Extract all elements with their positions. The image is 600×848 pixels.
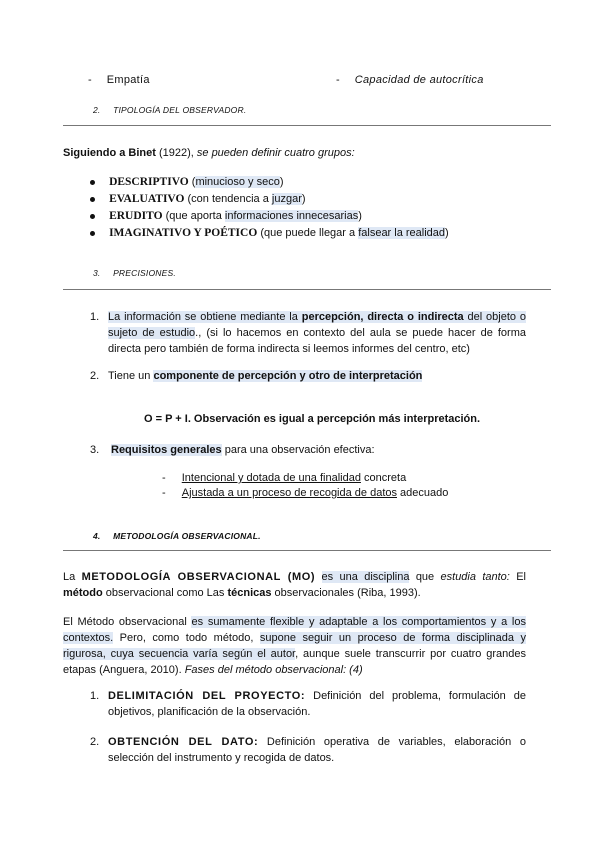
text-run: El Método observacional [63, 616, 192, 628]
section-heading-4 [93, 531, 261, 541]
divider [63, 550, 551, 551]
formula: O = P + I. Observación es igual a percepción más interpretación. [144, 413, 481, 425]
bullet-icon [90, 180, 95, 185]
dash: - [88, 74, 92, 86]
section-number: 2. [93, 105, 101, 115]
text-bold: METODOLOGÍA OBSERVACIONAL (MO) [81, 571, 316, 583]
precision-1-text [108, 309, 526, 357]
mo-paragraph-1 [63, 569, 526, 601]
bullet-icon [90, 231, 95, 236]
section-title: PRECISIONES. [113, 268, 176, 278]
type-highlight: informaciones innecesarias [224, 210, 359, 222]
type-highlight: minucioso y seco [195, 176, 280, 188]
section-heading-2 [93, 105, 246, 115]
list-item [90, 174, 560, 191]
binet-intro [63, 145, 355, 161]
text-run [315, 571, 321, 583]
fase-text: Definición del problema, formulación de objetivos, planificación de la observación. [108, 690, 526, 718]
precision-number-1: 1. [90, 311, 100, 323]
type-post: ) [358, 210, 362, 222]
item-text: Empatía [106, 74, 150, 86]
text-highlight-bold: Requisitos generales [111, 444, 222, 456]
section-title: TIPOLOGÍA DEL OBSERVADOR. [113, 105, 247, 115]
requisito-item [162, 485, 448, 501]
type-post: ) [301, 193, 306, 205]
type-highlight: falsear la realidad [358, 227, 446, 239]
divider [63, 289, 551, 290]
fase-title: OBTENCIÓN DEL DATO: [108, 736, 259, 748]
dash: - [336, 74, 340, 86]
item-text: Capacidad de autocrítica [354, 74, 484, 86]
text-bold: método [63, 587, 103, 599]
type-highlight: juzgar [271, 193, 302, 205]
list-item [90, 191, 560, 208]
text-run: observacionales (Riba, 1993). [271, 587, 421, 599]
fase-text: Definición operativa de variables, elaboración o selección del instrumento y recogida de datos. [108, 736, 526, 764]
bullet-icon [90, 214, 95, 219]
text-italic: Fases del método observacional: (4) [184, 664, 363, 676]
requisito-item [162, 470, 406, 486]
list-item [90, 208, 560, 225]
intro-italic: se pueden definir cuatro grupos: [196, 147, 355, 159]
fase-number-2: 2. [90, 736, 100, 748]
precision-2-text [108, 368, 526, 384]
fase-title: DELIMITACIÓN DEL PROYECTO: [108, 690, 306, 702]
precision-3-text [111, 442, 375, 458]
text-highlight: es una disciplina [321, 571, 410, 583]
dash: - [162, 472, 166, 484]
section-heading-3 [93, 268, 176, 278]
text-run: observacional como Las [102, 587, 228, 599]
fase-number-1: 1. [90, 690, 100, 702]
text-underline: Intencional y dotada de una finalidad [181, 472, 361, 484]
intro-year: (1922), [158, 147, 194, 159]
text-underline: Ajustada a un proceso de recogida de datos [181, 487, 397, 499]
text-run: , aunque suele transcurrir por cuatro grandes etapas (Anguera, 2010). [63, 648, 527, 676]
type-pre: ( [188, 176, 196, 188]
type-pre: (con tendencia a [184, 193, 272, 205]
text-run: que [409, 571, 441, 583]
text-run: Tiene un [108, 370, 154, 382]
section-number: 4. [93, 531, 101, 541]
text-italic: estudia tanto: [440, 571, 510, 583]
type-post: ) [445, 227, 449, 239]
list-item-empatia [88, 72, 150, 88]
text-highlight: supone seguir un proceso de forma disciplinada y rigurosa, cuya secuencia varía según el autor [63, 632, 526, 660]
text-highlight: es sumamente flexible y adaptable a los comportamientos y a los contextos. [63, 616, 526, 644]
text-run: para una observación efectiva: [221, 444, 375, 456]
section-title: METODOLOGÍA OBSERVACIONAL. [113, 531, 261, 541]
list-item [90, 225, 560, 242]
section-number: 3. [93, 268, 101, 278]
observer-types-list [90, 174, 560, 242]
text-run: El [509, 571, 526, 583]
type-name: ERUDITO [109, 210, 163, 222]
type-post: ) [279, 176, 284, 188]
precision-number-3: 3. [90, 444, 100, 456]
text-highlight-bold: componente de percepción y otro de interpretación [153, 370, 423, 382]
intro-bold: Siguiendo a Binet [63, 147, 156, 159]
type-name: EVALUATIVO [109, 193, 185, 205]
fase-1 [108, 688, 526, 720]
type-pre: (que puede llegar a [257, 227, 359, 239]
text-run: ., (si lo hacemos en contexto del aula se puede hacer de forma directa pero también de forma indirecta si leemos informes del centro, etc) [108, 327, 526, 355]
dash: - [162, 487, 166, 499]
text-run: adecuado [397, 487, 449, 499]
text-bold: técnicas [227, 587, 272, 599]
mo-paragraph-2 [63, 614, 526, 678]
divider [63, 125, 551, 126]
text-run: La información se obtiene mediante la [108, 311, 302, 323]
text-run: La [63, 571, 82, 583]
type-name: DESCRIPTIVO [109, 176, 189, 188]
text-run: del objeto o sujeto de estudio [108, 311, 526, 339]
text-bold: percepción, directa o indirecta [301, 311, 464, 323]
bullet-icon [90, 197, 95, 202]
precision-number-2: 2. [90, 370, 100, 382]
fase-2 [108, 734, 526, 766]
type-pre: (que aporta [162, 210, 225, 222]
type-name: IMAGINATIVO Y POÉTICO [109, 227, 258, 239]
list-item-autocritica [336, 72, 484, 88]
text-run: Pero, como todo método, [113, 632, 260, 644]
text-run: concreta [360, 472, 407, 484]
